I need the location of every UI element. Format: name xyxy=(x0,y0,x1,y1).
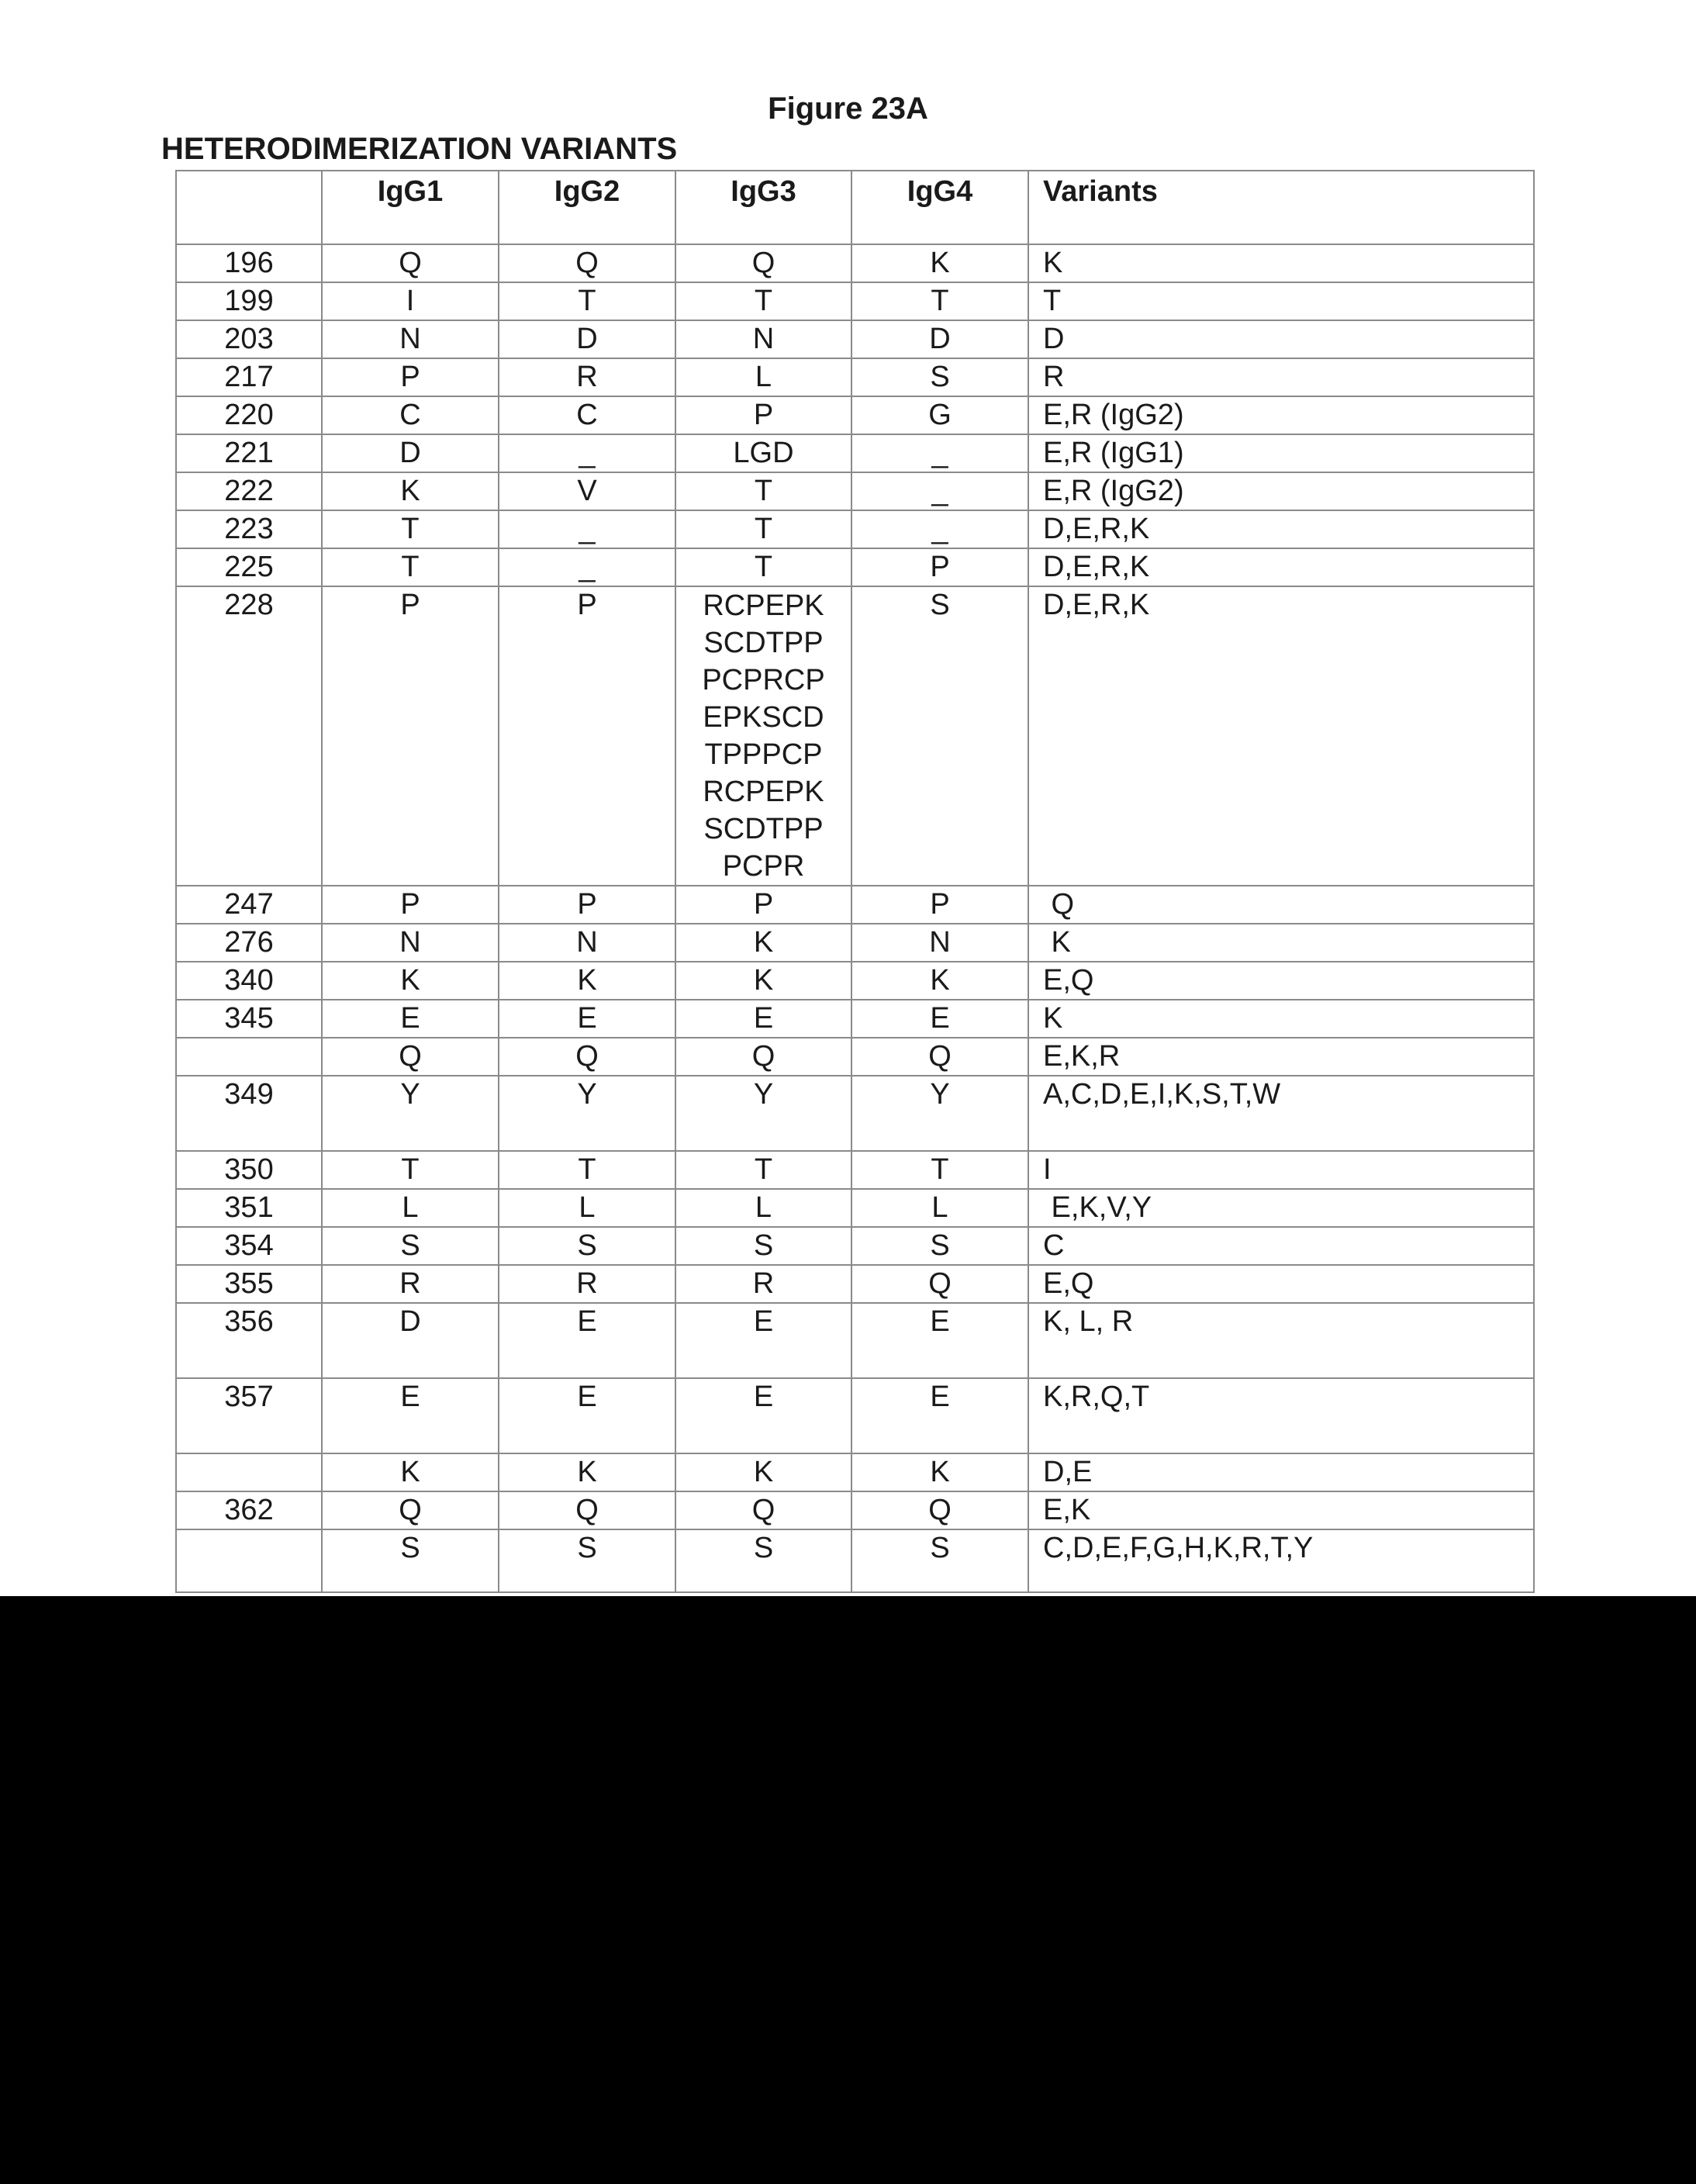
variants-cell: C xyxy=(1028,1227,1534,1265)
igg4-cell: G xyxy=(851,396,1028,434)
igg3-sequence-line: RCPEPK xyxy=(703,589,824,622)
igg1-cell: T xyxy=(322,548,499,586)
variants-cell: D xyxy=(1028,320,1534,358)
igg3-cell: T xyxy=(675,282,851,320)
igg3-cell: P xyxy=(675,886,851,924)
igg4-cell: L xyxy=(851,1189,1028,1227)
table-row xyxy=(176,320,1534,358)
igg3-cell: P xyxy=(675,396,851,434)
igg4-cell: S xyxy=(851,358,1028,396)
variants-cell: K, L, R xyxy=(1028,1303,1534,1378)
igg3-sequence-line: PCPRCP xyxy=(702,664,825,696)
igg4-cell: _ xyxy=(851,472,1028,510)
igg2-cell: V xyxy=(499,472,675,510)
igg2-cell: T xyxy=(499,1151,675,1189)
igg3-sequence-line: RCPEPK xyxy=(703,776,824,808)
igg3-cell: E xyxy=(675,1000,851,1038)
variants-cell: E,Q xyxy=(1028,1265,1534,1303)
igg3-cell: Q xyxy=(675,1038,851,1076)
table-row xyxy=(176,962,1534,1000)
variants-cell: T xyxy=(1028,282,1534,320)
igg2-cell: E xyxy=(499,1378,675,1453)
igg3-cell: K xyxy=(675,962,851,1000)
igg3-sequence-line: SCDTPP xyxy=(703,627,824,659)
variants-cell: K xyxy=(1028,244,1534,282)
variants-cell: C,D,E,F,G,H,K,R,T,Y xyxy=(1028,1529,1534,1592)
igg3-cell: T xyxy=(675,510,851,548)
variants-cell: E,K,R xyxy=(1028,1038,1534,1076)
igg4-cell: S xyxy=(851,1529,1028,1592)
variants-cell: E,R (IgG1) xyxy=(1028,434,1534,472)
variants-cell: K,R,Q,T xyxy=(1028,1378,1534,1453)
igg3-cell xyxy=(675,586,851,886)
igg4-cell: S xyxy=(851,586,1028,886)
igg2-cell: _ xyxy=(499,510,675,548)
variants-cell: D,E xyxy=(1028,1453,1534,1491)
igg2-cell: E xyxy=(499,1303,675,1378)
igg3-cell: Y xyxy=(675,1076,851,1151)
position-cell: 345 xyxy=(176,1000,322,1038)
igg3-cell: R xyxy=(675,1265,851,1303)
igg3-cell: T xyxy=(675,472,851,510)
igg1-cell: C xyxy=(322,396,499,434)
igg1-cell: N xyxy=(322,924,499,962)
figure-title: Figure 23A xyxy=(768,92,928,126)
position-cell: 355 xyxy=(176,1265,322,1303)
position-cell: 362 xyxy=(176,1491,322,1529)
header-variants: Variants xyxy=(1028,171,1534,244)
igg2-cell: Q xyxy=(499,244,675,282)
igg3-cell: Q xyxy=(675,244,851,282)
igg1-cell: T xyxy=(322,510,499,548)
igg3-cell: K xyxy=(675,1453,851,1491)
igg1-cell: Q xyxy=(322,1038,499,1076)
table-row xyxy=(176,1453,1534,1491)
igg1-cell: D xyxy=(322,1303,499,1378)
igg2-cell: K xyxy=(499,962,675,1000)
position-cell xyxy=(176,1453,322,1491)
igg4-cell: P xyxy=(851,886,1028,924)
table-row xyxy=(176,434,1534,472)
position-cell: 357 xyxy=(176,1378,322,1453)
header-igg4: IgG4 xyxy=(851,171,1028,244)
position-cell: 228 xyxy=(176,586,322,886)
table-row xyxy=(176,358,1534,396)
variants-cell: E,R (IgG2) xyxy=(1028,396,1534,434)
igg1-cell: N xyxy=(322,320,499,358)
table-row xyxy=(176,1265,1534,1303)
table-row xyxy=(176,396,1534,434)
igg1-cell: S xyxy=(322,1529,499,1592)
table-row xyxy=(176,510,1534,548)
table-row xyxy=(176,1303,1534,1378)
igg3-sequence-line: EPKSCD xyxy=(703,701,824,734)
variants-cell: K xyxy=(1028,1000,1534,1038)
position-cell: 354 xyxy=(176,1227,322,1265)
igg3-sequence-line: SCDTPP xyxy=(703,813,824,845)
igg3-cell: E xyxy=(675,1378,851,1453)
igg2-cell: P xyxy=(499,586,675,886)
igg1-cell: Y xyxy=(322,1076,499,1151)
header-row xyxy=(176,171,1534,244)
igg2-cell: N xyxy=(499,924,675,962)
variants-cell: I xyxy=(1028,1151,1534,1189)
igg3-sequence-line: TPPPCP xyxy=(704,738,823,771)
header-position xyxy=(176,171,322,244)
igg3-cell: K xyxy=(675,924,851,962)
igg1-cell: S xyxy=(322,1227,499,1265)
igg4-cell: _ xyxy=(851,510,1028,548)
redacted-black-band xyxy=(0,1596,1696,2184)
igg1-cell: L xyxy=(322,1189,499,1227)
igg3-cell: T xyxy=(675,548,851,586)
igg4-cell: E xyxy=(851,1303,1028,1378)
igg2-cell: R xyxy=(499,1265,675,1303)
table-row xyxy=(176,1151,1534,1189)
header-igg1: IgG1 xyxy=(322,171,499,244)
igg4-cell: Y xyxy=(851,1076,1028,1151)
igg4-cell: Q xyxy=(851,1491,1028,1529)
igg1-cell: P xyxy=(322,358,499,396)
table-row xyxy=(176,1038,1534,1076)
position-cell: 217 xyxy=(176,358,322,396)
igg4-cell: D xyxy=(851,320,1028,358)
igg4-cell: K xyxy=(851,962,1028,1000)
header-igg3: IgG3 xyxy=(675,171,851,244)
table-row xyxy=(176,548,1534,586)
igg2-cell: _ xyxy=(499,548,675,586)
variants-cell: E,Q xyxy=(1028,962,1534,1000)
igg2-cell: R xyxy=(499,358,675,396)
igg4-cell: K xyxy=(851,1453,1028,1491)
igg3-cell: T xyxy=(675,1151,851,1189)
table-row xyxy=(176,1076,1534,1151)
igg1-cell: K xyxy=(322,472,499,510)
igg1-cell: K xyxy=(322,1453,499,1491)
position-cell: 199 xyxy=(176,282,322,320)
position-cell: 247 xyxy=(176,886,322,924)
variants-cell: E,R (IgG2) xyxy=(1028,472,1534,510)
igg1-cell: T xyxy=(322,1151,499,1189)
position-cell: 222 xyxy=(176,472,322,510)
position-cell: 351 xyxy=(176,1189,322,1227)
position-cell: 223 xyxy=(176,510,322,548)
table-row xyxy=(176,886,1534,924)
section-title: HETERODIMERIZATION VARIANTS xyxy=(161,132,678,166)
igg1-cell: I xyxy=(322,282,499,320)
igg1-cell: E xyxy=(322,1378,499,1453)
variants-cell: E,K,V,Y xyxy=(1028,1189,1534,1227)
igg3-sequence-line: PCPR xyxy=(722,850,805,883)
table-row xyxy=(176,1189,1534,1227)
position-cell xyxy=(176,1038,322,1076)
position-cell: 221 xyxy=(176,434,322,472)
heterodimerization-variants-table xyxy=(175,170,1535,1593)
igg2-cell: Q xyxy=(499,1038,675,1076)
igg1-cell: E xyxy=(322,1000,499,1038)
igg2-cell: S xyxy=(499,1227,675,1265)
position-cell: 196 xyxy=(176,244,322,282)
igg1-cell: Q xyxy=(322,1491,499,1529)
igg1-cell: K xyxy=(322,962,499,1000)
igg2-cell: _ xyxy=(499,434,675,472)
igg1-cell: D xyxy=(322,434,499,472)
igg1-cell: P xyxy=(322,886,499,924)
position-cell: 225 xyxy=(176,548,322,586)
position-cell: 276 xyxy=(176,924,322,962)
igg4-cell: S xyxy=(851,1227,1028,1265)
table-row xyxy=(176,1378,1534,1453)
igg2-cell: T xyxy=(499,282,675,320)
position-cell: 356 xyxy=(176,1303,322,1378)
igg2-cell: D xyxy=(499,320,675,358)
table-row xyxy=(176,1000,1534,1038)
position-cell xyxy=(176,1529,322,1592)
variants-cell: E,K xyxy=(1028,1491,1534,1529)
table-row xyxy=(176,924,1534,962)
position-cell: 340 xyxy=(176,962,322,1000)
table-row xyxy=(176,586,1534,886)
igg4-cell: E xyxy=(851,1000,1028,1038)
igg3-cell: LGD xyxy=(675,434,851,472)
igg4-cell: N xyxy=(851,924,1028,962)
table-row xyxy=(176,1529,1534,1592)
igg2-cell: Y xyxy=(499,1076,675,1151)
igg3-cell: L xyxy=(675,358,851,396)
igg2-cell: S xyxy=(499,1529,675,1592)
variants-cell: Q xyxy=(1028,886,1534,924)
variants-cell: D,E,R,K xyxy=(1028,510,1534,548)
table-row xyxy=(176,472,1534,510)
variants-cell: R xyxy=(1028,358,1534,396)
igg4-cell: _ xyxy=(851,434,1028,472)
igg4-cell: Q xyxy=(851,1038,1028,1076)
igg3-cell: Q xyxy=(675,1491,851,1529)
position-cell: 349 xyxy=(176,1076,322,1151)
variants-cell: K xyxy=(1028,924,1534,962)
igg4-cell: T xyxy=(851,282,1028,320)
igg1-cell: Q xyxy=(322,244,499,282)
igg3-cell: E xyxy=(675,1303,851,1378)
igg3-cell: N xyxy=(675,320,851,358)
table-row xyxy=(176,1227,1534,1265)
igg3-cell: S xyxy=(675,1227,851,1265)
igg2-cell: P xyxy=(499,886,675,924)
igg3-cell: L xyxy=(675,1189,851,1227)
igg2-cell: E xyxy=(499,1000,675,1038)
igg3-cell: S xyxy=(675,1529,851,1592)
igg2-cell: L xyxy=(499,1189,675,1227)
igg1-cell: R xyxy=(322,1265,499,1303)
table-row xyxy=(176,1491,1534,1529)
igg2-cell: Q xyxy=(499,1491,675,1529)
table-row xyxy=(176,282,1534,320)
igg4-cell: T xyxy=(851,1151,1028,1189)
igg4-cell: E xyxy=(851,1378,1028,1453)
position-cell: 350 xyxy=(176,1151,322,1189)
igg2-cell: K xyxy=(499,1453,675,1491)
igg1-cell: P xyxy=(322,586,499,886)
igg4-cell: K xyxy=(851,244,1028,282)
table-row xyxy=(176,244,1534,282)
variants-cell: D,E,R,K xyxy=(1028,586,1534,886)
header-igg2: IgG2 xyxy=(499,171,675,244)
igg2-cell: C xyxy=(499,396,675,434)
igg4-cell: P xyxy=(851,548,1028,586)
position-cell: 220 xyxy=(176,396,322,434)
variants-cell: D,E,R,K xyxy=(1028,548,1534,586)
igg4-cell: Q xyxy=(851,1265,1028,1303)
position-cell: 203 xyxy=(176,320,322,358)
variants-cell: A,C,D,E,I,K,S,T,W xyxy=(1028,1076,1534,1151)
